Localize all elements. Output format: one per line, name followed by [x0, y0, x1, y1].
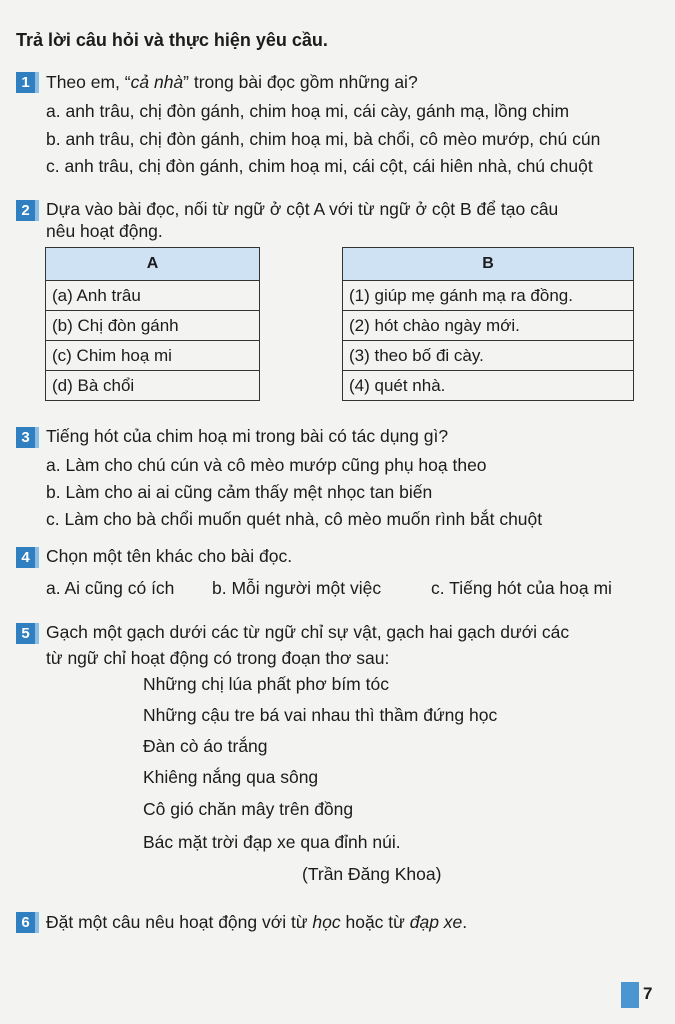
column-a-item-b: (b) Chị đòn gánh [46, 311, 260, 341]
question-3-text: Tiếng hót của chim hoạ mi trong bài có tác dụng gì? [46, 426, 449, 446]
column-a-item-c: (c) Chim hoạ mi [46, 341, 260, 371]
question-1-text-post: ” trong bài đọc gồm những ai? [183, 72, 418, 92]
column-a-table [45, 247, 260, 401]
question-4-option-a: a. Ai cũng có ích [46, 578, 175, 598]
page-number-tab [621, 982, 661, 1008]
question-6-text-post: . [462, 912, 468, 932]
question-1-option-a: a. anh trâu, chị đòn gánh, chim hoạ mi, cái cày, gánh mạ, lồng chim [46, 101, 570, 121]
question-1-number: 1 [16, 72, 35, 93]
question-2-line-1: Dựa vào bài đọc, nối từ ngữ ở cột A với từ ngữ ở cột B để tạo câu [46, 199, 559, 219]
poem-line-2: Những cậu tre bá vai nhau thì thầm đứng học [143, 705, 498, 725]
question-2-line-2: nêu hoạt động. [46, 221, 163, 241]
poem-author: (Trần Đăng Khoa) [302, 864, 442, 884]
question-4-option-c: c. Tiếng hót của hoạ mi [431, 578, 612, 598]
question-3-number: 3 [16, 427, 35, 448]
question-1-text [46, 69, 418, 95]
question-3-option-b: b. Làm cho ai ai cũng cảm thấy mệt nhọc tan biến [46, 482, 433, 502]
question-3-option-c: c. Làm cho bà chổi muốn quét nhà, cô mèo muốn rình bắt chuột [46, 509, 543, 529]
question-6-text-mid: hoặc từ [340, 912, 410, 932]
question-1-text-pre: Theo em, “ [46, 72, 131, 92]
question-5-number: 5 [16, 623, 35, 644]
question-1-emphasis: cả nhà [130, 72, 184, 92]
question-1-option-c: c. anh trâu, chị đòn gánh, chim hoạ mi, cái cột, cái hiên nhà, chú chuột [46, 156, 593, 176]
question-3-option-a: a. Làm cho chú cún và cô mèo mướp cũng phụ hoạ theo [46, 455, 487, 475]
column-b-header: B [343, 248, 634, 281]
column-b-item-2: (2) hót chào ngày mới. [343, 311, 634, 341]
question-6-number: 6 [16, 912, 35, 933]
question-6-word-1: học [312, 912, 341, 932]
column-a-header: A [46, 248, 260, 281]
poem-line-6: Bác mặt trời đạp xe qua đỉnh núi. [143, 832, 401, 852]
question-1-option-b: b. anh trâu, chị đòn gánh, chim hoạ mi, bà chổi, cô mèo mướp, chú cún [46, 129, 601, 149]
column-b-item-1: (1) giúp mẹ gánh mạ ra đồng. [343, 281, 634, 311]
column-b-item-3: (3) theo bố đi cày. [343, 341, 634, 371]
question-5-line-1: Gạch một gạch dưới các từ ngữ chỉ sự vật, gạch hai gạch dưới các [46, 622, 570, 642]
question-2-number: 2 [16, 200, 35, 221]
question-6-text-pre: Đặt một câu nêu hoạt động với từ [46, 912, 313, 932]
poem-line-3: Đàn cò áo trắng [143, 736, 268, 756]
column-b-table [342, 247, 634, 401]
section-heading: Trả lời câu hỏi và thực hiện yêu cầu. [16, 30, 328, 50]
question-6-text [46, 909, 467, 935]
question-4-option-b: b. Mỗi người một việc [212, 578, 382, 598]
column-b-item-4: (4) quét nhà. [343, 371, 634, 401]
column-a-item-a: (a) Anh trâu [46, 281, 260, 311]
column-a-item-d: (d) Bà chổi [46, 371, 260, 401]
poem-line-4: Khiêng nắng qua sông [143, 767, 319, 787]
question-4-text: Chọn một tên khác cho bài đọc. [46, 546, 293, 566]
page-tab-marker [621, 982, 639, 1008]
question-5-line-2: từ ngữ chỉ hoạt động có trong đoạn thơ sau: [46, 648, 390, 668]
page-number: 7 [643, 984, 653, 1003]
poem-line-5: Cô gió chăn mây trên đồng [143, 799, 354, 819]
question-6-word-2: đạp xe [409, 912, 463, 932]
poem-line-1: Những chị lúa phất phơ bím tóc [143, 674, 389, 694]
question-4-number: 4 [16, 547, 35, 568]
